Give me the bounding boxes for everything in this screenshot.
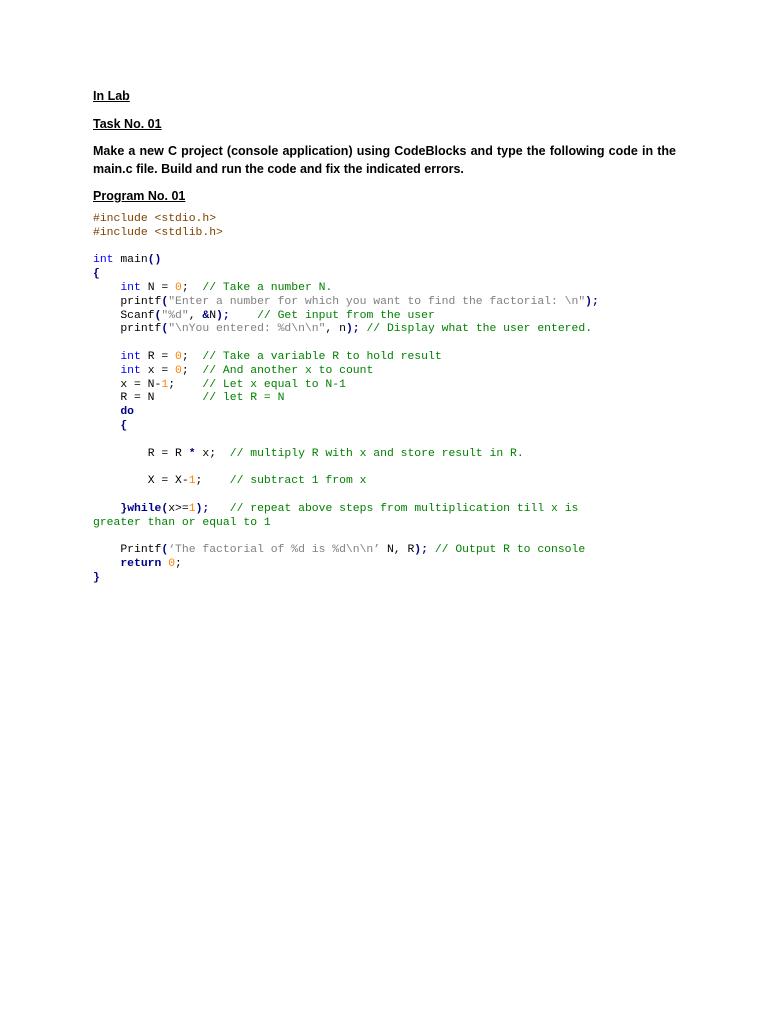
while-condition: x>= [168, 502, 189, 515]
multiply-lhs: R = R [147, 447, 189, 460]
printf-fn: printf [120, 295, 162, 308]
num-1: 1 [188, 475, 196, 488]
printf-arg-2: , n [325, 323, 346, 336]
kw-int: int [93, 254, 114, 267]
assign-x: x = N- [120, 378, 162, 391]
subtract-expr: X = X- [147, 475, 189, 488]
comment-let-r: // let R = N [202, 392, 285, 405]
multiply-rhs: x; [195, 447, 217, 460]
task-paragraph-line-2: main.c file. Build and run the code and fix the indicated errors. [93, 161, 464, 176]
printf-string-2: "\nYou entered: %d\n\n" [168, 323, 326, 336]
comment-repeat-continued: greater than or equal to 1 [93, 516, 271, 529]
num-1: 1 [188, 502, 196, 515]
printf-string-3: ‘The factorial of %d is %d\n\n’ [168, 544, 381, 557]
decl-n: N = [140, 281, 176, 294]
comment-multiply: // multiply R with x and store result in R. [229, 447, 524, 460]
scanf-arg: N [209, 309, 217, 322]
scanf-fn: Scanf [120, 309, 155, 322]
comment-let-x: // Let x equal to N-1 [202, 378, 346, 391]
comment-subtract: // subtract 1 from x [229, 475, 367, 488]
num-1: 1 [161, 378, 169, 391]
comment-take-number: // Take a number N. [202, 281, 333, 294]
comment-another-x: // And another x to count [202, 364, 374, 377]
comment-display: // Display what the user entered. [366, 323, 593, 336]
kw-return: return [120, 557, 162, 570]
main-name: main [113, 254, 148, 267]
kw-int: int [120, 281, 141, 294]
heading-in-lab: In Lab [93, 89, 130, 103]
task-paragraph-line-1: Make a new C project (console application) using CodeBlocks and type the following code in the [93, 144, 676, 158]
printf-fn: printf [120, 323, 162, 336]
kw-int: int [120, 350, 141, 363]
comment-repeat: // repeat above steps from multiplication till x is [229, 502, 579, 515]
printf-fn-capital: Printf [120, 544, 162, 557]
printf-string-1: "Enter a number for which you want to find the factorial: \n" [168, 295, 586, 308]
printf-args-3: N, R [380, 544, 415, 557]
num-0: 0 [175, 281, 182, 294]
code-listing: #include <stdio.h> #include <stdlib.h> int main() { int N = 0; // Take a number N. printf("Enter a number for which you want to find the factorial: \n"); Scanf("%d", &N); // Get input from the user printf("\nYou entered: %d\n\n", n); // Display what the user entered. int R = 0; // Take a variable R to hold result int x = 0; // And another x to count x = N-1; // Let x equal to N-1 R = N // let R = N do { R = R * x; // multiply R with x and store result in R. X = X-1; // subtract 1 from x }while(x>=1); // repeat above steps from multiplication till x is greater than or equal to 1 Printf(‘The factorial of %d is %d\n\n’ N, R); // Output R to console return 0; } [93, 213, 599, 584]
assign-r: R = N [120, 392, 155, 405]
include-stdio: #include <stdio.h> [93, 213, 217, 225]
kw-while: while [127, 502, 162, 515]
decl-r: R = [140, 350, 176, 363]
decl-x: x = [140, 364, 176, 377]
comment-get-input: // Get input from the user [257, 309, 435, 322]
num-0: 0 [168, 557, 176, 570]
heading-task: Task No. 01 [93, 117, 162, 131]
task-paragraph [93, 143, 676, 178]
num-0: 0 [175, 350, 182, 363]
heading-program: Program No. 01 [93, 189, 186, 203]
kw-int: int [120, 364, 141, 377]
kw-do: do [120, 406, 135, 419]
comment-variable-r: // Take a variable R to hold result [202, 350, 442, 363]
num-0: 0 [175, 364, 182, 377]
scanf-string: "%d" [161, 309, 189, 322]
comment-output: // Output R to console [434, 544, 586, 557]
include-stdlib: #include <stdlib.h> [93, 226, 223, 239]
